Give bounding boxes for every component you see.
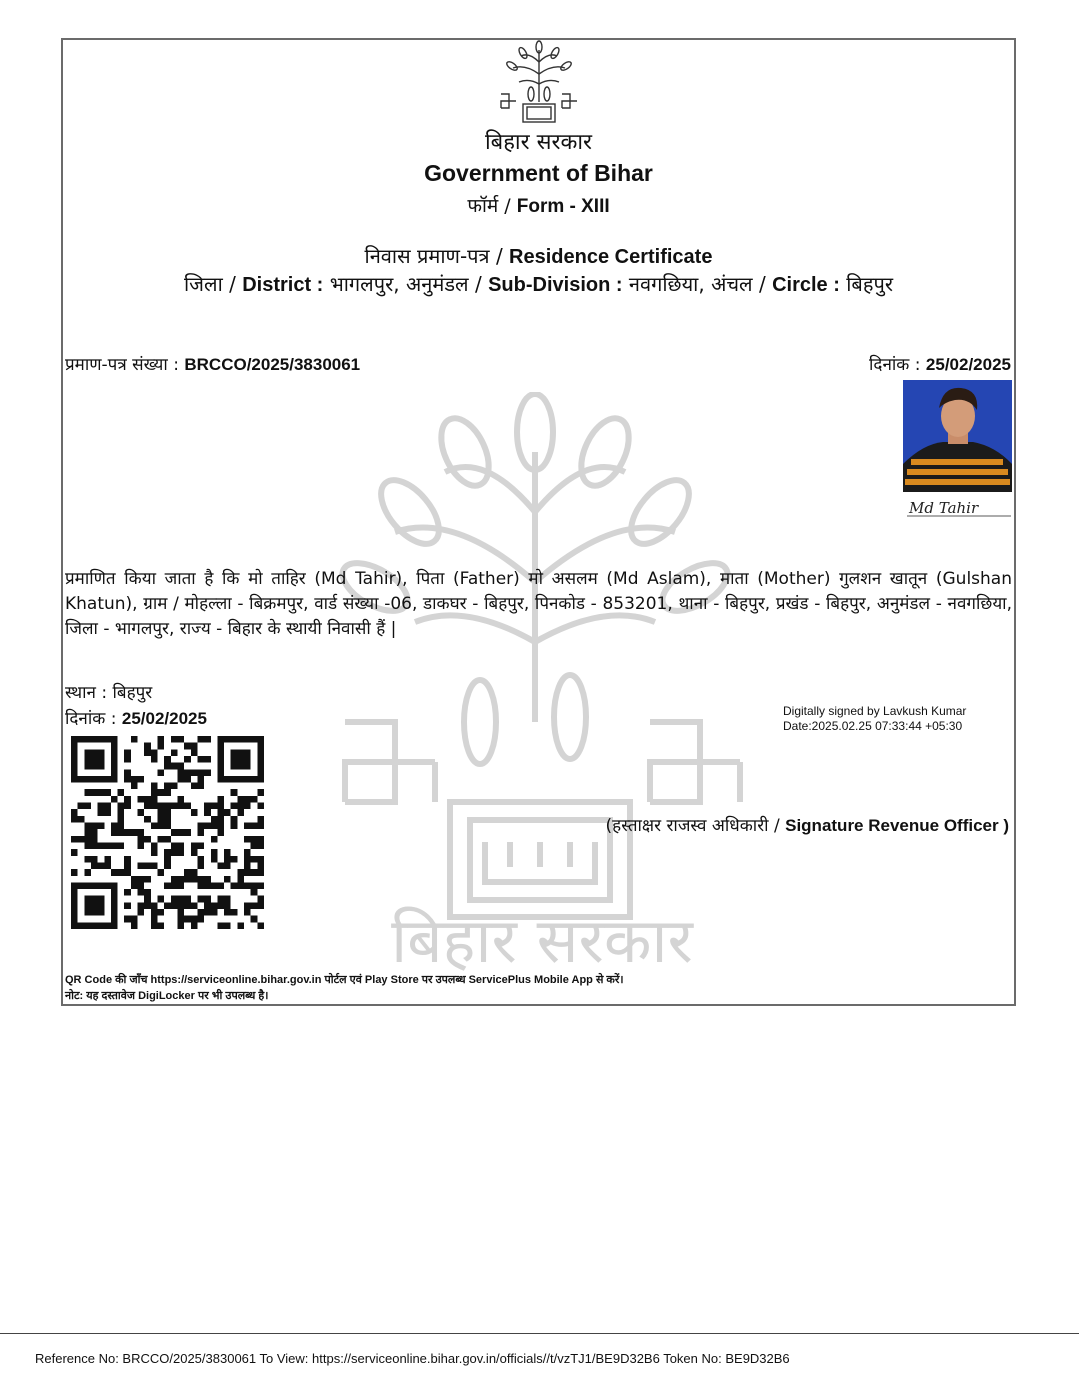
officer-label-hi: (हस्ताक्षर राजस्व अधिकारी / [605,816,780,836]
district-label-hi: जिला / [183,272,236,296]
digital-signature [783,704,966,734]
officer-signature-label [606,813,1009,836]
applicant-photo [903,380,1012,492]
officer-label-en: Signature Revenue Officer ) [785,816,1009,835]
form-label-hindi: फॉर्म / [467,195,511,217]
digilocker-note: नोट: यह दस्तावेज DigiLocker पर भी उपलब्ध है। [65,990,269,1002]
district-label-en: District : [242,274,324,296]
certificate-title [62,242,1015,269]
reference-line: Reference No: BRCCO/2025/3830061 To View: https://serviceonline.bihar.gov.in/officials//t/vzTJ1/BE9D32B6 Token No: BE9D32B6 [35,1351,790,1366]
header-title-english: Government of Bihar [424,160,653,186]
subdiv-label-hi: अनुमंडल / [406,272,482,296]
digital-signature-line2: Date:2025.02.25 07:33:44 +05:30 [783,719,963,733]
circle-label-hi: अंचल / [711,272,766,296]
signature-text: Md Tahir [909,499,979,517]
cert-title-english: Residence Certificate [509,246,713,268]
certificate-body: प्रमाणित किया जाता है कि मो ताहिर (Md Tahir), पिता (Father) मो असलम (Md Aslam), माता (Mother) गुलशन खातून (Gulshan Khatun), ग्राम / मोहल्ला - बिक्रमपुर, वार्ड संख्या -06, डाकघर - बिहपुर, पिनकोड - 853201, थाना - बिहपुर, प्रखंड - बिहपुर, अनुमंडल - नवगछिया, जिला - भागलपुर, राज्य - बिहार के स्थायी निवासी हैं | [65,569,1012,639]
footer-divider [0,1333,1079,1334]
cert-date-label: दिनांक : [869,355,921,375]
form-label-english: Form - XIII [516,196,610,217]
cert-number-label: प्रमाण-पत्र संख्या : [65,355,179,375]
bihar-emblem-watermark [335,392,750,972]
applicant-signature [905,495,1013,519]
subdiv-label-en: Sub-Division : [488,274,623,296]
circle-value: बिहपुर [846,272,894,296]
bihar-emblem-logo [497,40,581,124]
cert-date-value: 25/02/2025 [925,355,1011,374]
circle-label-en: Circle : [772,274,840,296]
cert-title-hindi: निवास प्रमाण-पत्र / [364,244,503,268]
qr-verification-note: QR Code की जाँच https://serviceonline.bihar.gov.in पोर्टल एवं Play Store पर उपलब्ध ServicePlus Mobile App से करें। [65,974,624,986]
district-value: भागलपुर, [329,272,400,296]
cert-number-value: BRCCO/2025/3830061 [184,355,361,374]
place-label: स्थान : [65,683,108,703]
digital-signature-line1: Digitally signed by Lavkush Kumar [783,704,967,718]
watermark-text: बिहार सरकार [391,904,693,972]
certificate-number [65,352,360,375]
certificate-date [869,352,1011,375]
form-number [62,192,1015,218]
qr-code[interactable] [71,736,264,929]
subdiv-value: नवगछिया, [628,272,705,296]
place-value: बिहपुर [112,683,153,703]
issue-date-label: दिनांक : [65,709,117,729]
header-title-hindi: बिहार सरकार [484,130,593,155]
issue-place [65,680,152,703]
issue-date [65,706,207,729]
location-line [62,270,1015,297]
issue-date-value: 25/02/2025 [121,709,207,728]
